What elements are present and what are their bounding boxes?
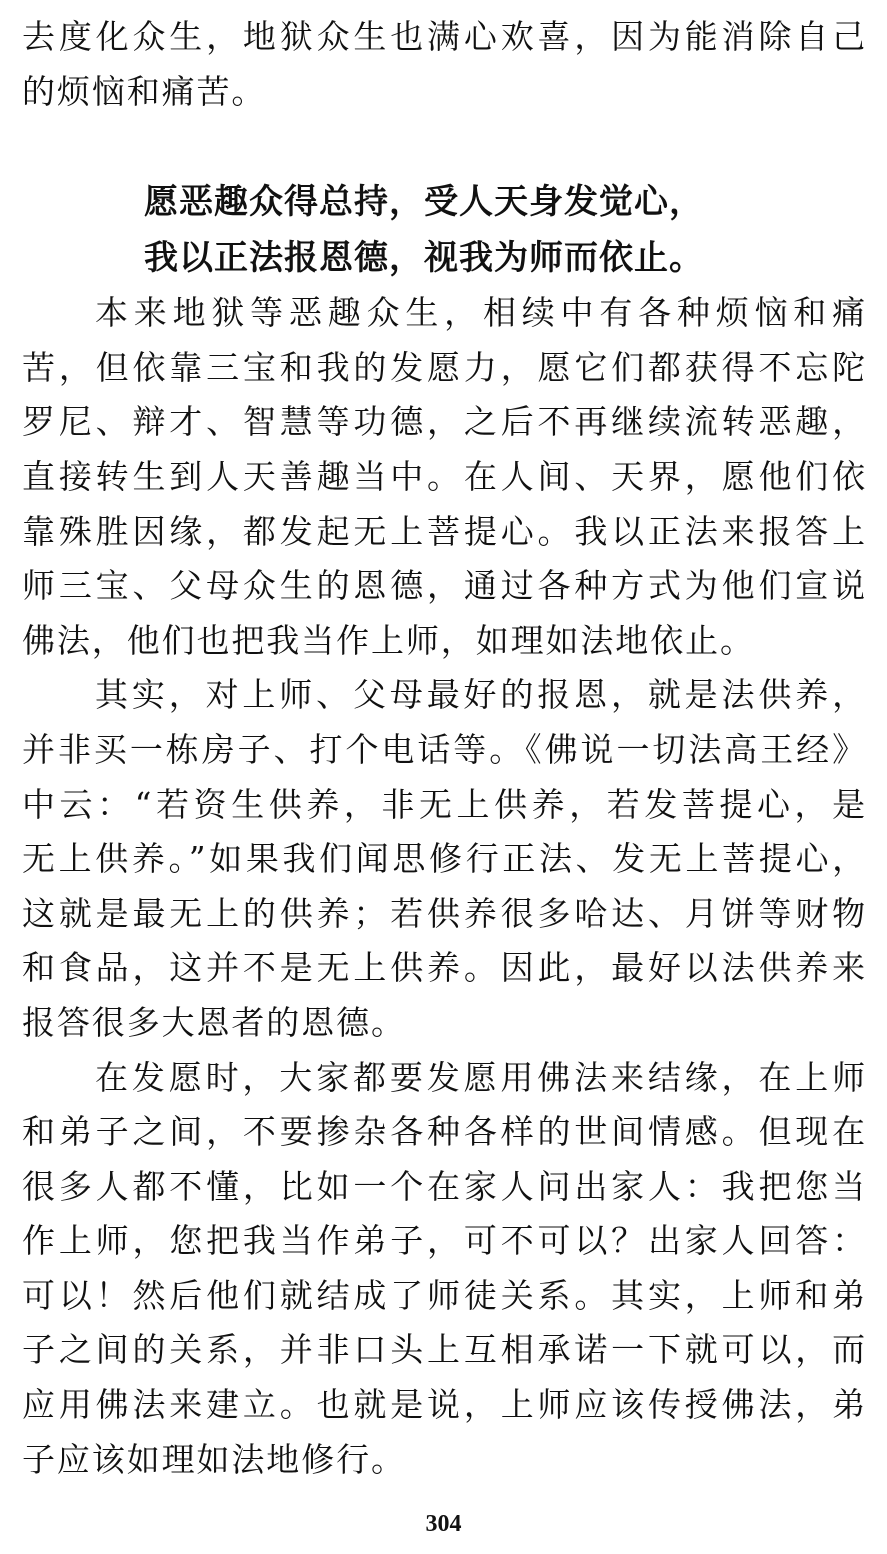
text-line: 佛法，他们也把我当作上师，如理如法地依止。 (22, 620, 755, 660)
text-line: 罗尼、辩才、智慧等功德，之后不再继续流转恶趣， (22, 402, 867, 442)
text-line: 和食品，这并不是无上供养。因此，最好以法供养来 (22, 948, 867, 988)
text-line: 其实，对上师、父母最好的报恩，就是法供养， (95, 675, 867, 715)
text-line: 苦，但依靠三宝和我的发愿力，愿它们都获得不忘陀 (22, 347, 867, 387)
page-body (22, 10, 867, 1487)
text-line: 报答很多大恩者的恩德。 (22, 1002, 406, 1042)
section-gap (22, 119, 867, 174)
text-line: 师三宝、父母众生的恩德，通过各种方式为他们宣说 (22, 566, 867, 606)
page-number: 304 (425, 1511, 462, 1537)
text-line: 子应该如理如法地修行。 (22, 1439, 406, 1479)
text-line: 作上师，您把我当作弟子，可不可以？出家人回答： (22, 1221, 867, 1261)
text-line: 无上供养。”如果我们闻思修行正法、发无上菩提心， (22, 839, 867, 879)
text-line: 和弟子之间，不要掺杂各种各样的世间情感。但现在 (22, 1112, 867, 1152)
text-line: 应用佛法来建立。也就是说，上师应该传授佛法，弟 (22, 1385, 867, 1425)
verse-line: 我以正法报恩德，视我为师而依止。 (144, 238, 704, 279)
text-line: 本来地狱等恶趣众生，相续中有各种烦恼和痛 (95, 293, 867, 333)
text-line: 靠殊胜因缘，都发起无上菩提心。我以正法来报答上 (22, 511, 867, 551)
paragraph-1 (22, 286, 867, 668)
text-line: 很多人都不懂，比如一个在家人问出家人：我把您当 (22, 1166, 867, 1206)
verse-block (22, 174, 867, 286)
intro-paragraph (22, 10, 867, 119)
text-line: 的烦恼和痛苦。 (22, 71, 267, 111)
text-line: 可以！然后他们就结成了师徒关系。其实，上师和弟 (22, 1275, 867, 1315)
text-line: 子之间的关系，并非口头上互相承诺一下就可以，而 (22, 1330, 867, 1370)
verse-line: 愿恶趣众得总持，受人天身发觉心， (144, 182, 704, 223)
text-line: 中云：“若资生供养，非无上供养，若发菩提心，是 (22, 784, 867, 824)
text-line: 在发愿时，大家都要发愿用佛法来结缘，在上师 (95, 1057, 867, 1097)
text-line: 并非买一栋房子、打个电话等。《佛说一切法高王经》 (22, 729, 867, 769)
text-line: 直接转生到人天善趣当中。在人间、天界，愿他们依 (22, 456, 867, 496)
paragraph-3 (22, 1051, 867, 1488)
text-line: 去度化众生，地狱众生也满心欢喜，因为能消除自己 (22, 17, 867, 56)
text-line: 这就是最无上的供养；若供养很多哈达、月饼等财物 (22, 893, 867, 933)
paragraph-2 (22, 668, 867, 1050)
